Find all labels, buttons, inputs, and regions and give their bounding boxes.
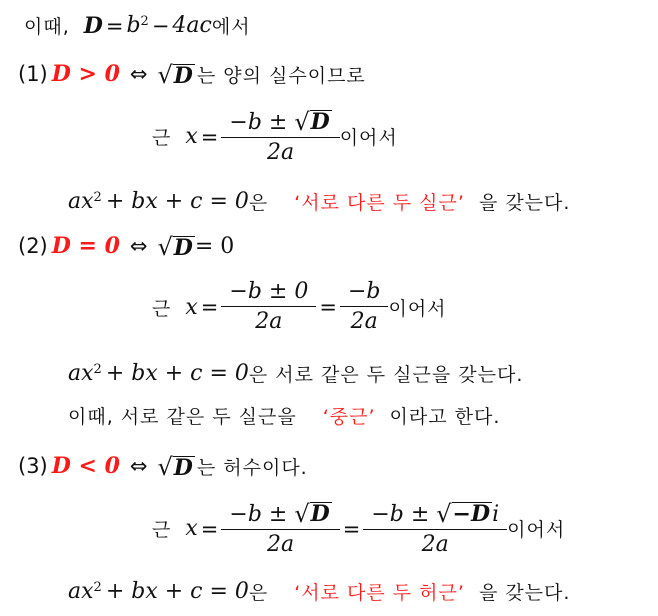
case3-label: (3) [18,454,48,478]
sqrt-d: √ D [157,453,193,481]
case2-note: 이때, 서로 같은 두 실근을 ‘중근’ 이라고 한다. [68,402,500,429]
case2-quote: ‘중근’ [322,406,376,428]
iff-icon: ⇔ [129,234,148,258]
case1-condition: D > 0 [51,61,120,87]
intro-line: 이때, D = b $^2$ − 4ac 에서 [24,12,251,39]
discriminant-symbol: D [83,12,103,39]
case2-condition: D = 0 [51,233,120,259]
case2-header: (2) D = 0 ⇔ √ D = 0 [18,233,235,261]
case3-condition: D < 0 [51,453,120,479]
case3-conclusion: ax $^2$ + bx + c = 0 은 ‘서로 다른 두 허근’ 을 갖는다. [68,579,571,604]
intro-suffix: 에서 [211,16,251,38]
case3-fraction-1: −b ± √ D 2a [225,500,335,557]
case1-header [18,60,366,88]
x-var: x [185,124,198,150]
case3-quote: ‘서로 다른 두 허근’ [294,582,465,604]
iff-icon: ⇔ [129,62,148,86]
case1-quote: ‘서로 다른 두 실근’ [294,192,465,214]
b-exponent: 2 [140,14,149,29]
case3-header: (3) D < 0 ⇔ √ D 는 허수이다. [18,453,308,481]
b-var: b [126,13,141,38]
case2-label: (2) [18,234,48,258]
case1-root-formula: 근 x = −b ± √ D 2a 이어서 [152,108,398,166]
case3-fraction-2: −b ± √ −D i 2a [367,500,503,557]
sqrt-d: √ D [157,233,193,261]
quadratic-rest: + bx + c = 0 [105,189,249,214]
case1-conclusion: ax $^2$ + bx + c = 0 은 ‘서로 다른 두 실근’ 을 갖는다. [68,189,571,214]
intro-prefix: 이때, [24,16,70,38]
case1-label: (1) [18,62,48,86]
case1-text: 는 양의 실수이므로 [196,64,366,87]
case2-fraction-2: $\frac{-b}{2a}$ [344,280,385,334]
sqrt-d: √ D [157,61,193,89]
root-label: 근 [152,127,172,150]
four-ac: 4ac [172,13,212,38]
case3-root-formula: 근 x = −b ± √ D 2a = −b ± √ −D i 2a 이어서 [152,500,566,558]
case2-conclusion: ax $^2$ + bx + c = 0 은 서로 같은 두 실근을 갖는다. [68,361,524,386]
iff-icon: ⇔ [129,454,148,478]
case2-fraction-1: $\frac{-b \pm 0}{2a}$ [225,280,312,334]
quadratic-formula-fraction: −b ± √ D 2a [225,108,335,165]
root-suffix: 이어서 [339,127,398,150]
case2-root-formula: 근 x = $\frac{-b \pm 0}{2a}$ = $\frac{-b}{2a}$ 이어서 [152,279,447,335]
